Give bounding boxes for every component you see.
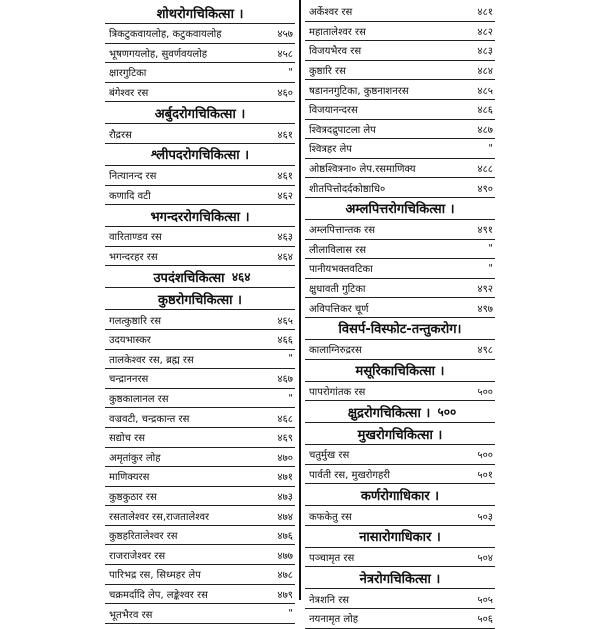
page-number: ४६६ bbox=[277, 335, 293, 347]
section-heading bbox=[305, 198, 495, 220]
page-number: ४९२ bbox=[477, 284, 493, 296]
page-number: " bbox=[288, 66, 293, 78]
entry-label: चक्रमर्दादि लेप, लङ्केश्वर रस bbox=[109, 589, 208, 601]
index-entry bbox=[105, 604, 295, 624]
page-number: ५०० bbox=[477, 386, 493, 398]
index-entry bbox=[105, 63, 295, 83]
page-number: ४९० bbox=[477, 183, 493, 195]
page-number: ४५७ bbox=[277, 29, 293, 41]
entry-label: श्वित्रदद्रुपाटला लेप bbox=[309, 124, 376, 136]
page-number: ४६१ bbox=[277, 129, 293, 141]
section-heading bbox=[305, 526, 495, 548]
index-entry bbox=[105, 467, 295, 487]
page-number: ४६१ bbox=[277, 171, 293, 183]
page-number: ४७८ bbox=[277, 570, 293, 582]
entry-label: विजयानन्दरस bbox=[309, 105, 358, 117]
column-divider bbox=[299, 0, 301, 600]
section-heading bbox=[105, 2, 295, 24]
index-entry bbox=[305, 159, 495, 179]
entry-label: पानीयभक्तवटिका bbox=[309, 264, 373, 276]
index-entry bbox=[105, 487, 295, 507]
page-number: ४८३ bbox=[477, 46, 493, 58]
section-heading bbox=[305, 423, 495, 445]
section-heading-label: उपदंशचिकित्सा bbox=[153, 270, 225, 286]
index-entry bbox=[105, 506, 295, 526]
page-number: ४७० bbox=[277, 452, 293, 464]
section-heading bbox=[305, 567, 495, 589]
page-number: " bbox=[288, 608, 293, 620]
section-heading-label: मुखरोगचिकित्सा । bbox=[357, 427, 443, 443]
section-heading-label: मसूरिकाचिकित्सा । bbox=[355, 364, 445, 379]
entry-label: विजयभैरव रस bbox=[309, 46, 362, 58]
entry-label: शीतपित्तोदर्दकोष्ठाधि० bbox=[309, 183, 386, 195]
section-heading-label: अम्लपित्तरोगचिकित्सा । bbox=[345, 202, 455, 218]
index-entry bbox=[305, 506, 495, 526]
section-heading bbox=[305, 360, 495, 382]
index-entry bbox=[105, 186, 295, 206]
index-entry bbox=[305, 100, 495, 120]
page-number: ५०४ bbox=[477, 553, 493, 565]
page-number: ४८५ bbox=[477, 85, 493, 97]
section-heading-label: विसर्प-विस्फोट-तन्तुकरोग। bbox=[338, 322, 462, 338]
index-entry bbox=[105, 545, 295, 565]
page-number: ४६३ bbox=[277, 232, 293, 244]
page-number: ४६५ bbox=[277, 315, 293, 327]
entry-label: पार्वती रस, मुखरोगहरी bbox=[309, 469, 390, 481]
page-number: " bbox=[288, 392, 293, 404]
page-number: ४८६ bbox=[477, 105, 493, 117]
entry-label: चतुर्मुख रस bbox=[309, 450, 350, 462]
index-entry bbox=[105, 526, 295, 546]
entry-label: पारिभद्र रस, सिध्महर लेप bbox=[109, 570, 201, 582]
index-entry bbox=[305, 139, 495, 159]
page-number: ४५८ bbox=[277, 48, 293, 60]
right-column bbox=[305, 2, 495, 626]
page-number: ५०० bbox=[477, 450, 493, 462]
entry-label: षडाननगुटिका, कुष्ठनाशनरस bbox=[309, 85, 409, 97]
page-number: ४६४ bbox=[231, 270, 251, 285]
page-number: ४९७ bbox=[477, 303, 493, 315]
entry-label: भूतभैरव रस bbox=[109, 609, 153, 621]
page-number: ४९१ bbox=[477, 225, 493, 237]
entry-label: कफकेतु रस bbox=[309, 511, 352, 523]
index-entry bbox=[105, 83, 295, 103]
page-number: ४६० bbox=[277, 88, 293, 100]
page-number: ४८१ bbox=[477, 7, 493, 19]
page-number: ४७७ bbox=[277, 550, 293, 562]
entry-label: कुष्ठहरितालेश्वर रस bbox=[109, 531, 178, 543]
entry-label: नयनामृत लोह bbox=[309, 614, 359, 626]
entry-label: महातालेश्वर रस bbox=[309, 26, 366, 38]
index-entry bbox=[305, 445, 495, 465]
index-entry bbox=[105, 585, 295, 605]
index-entry bbox=[305, 259, 495, 279]
page-number: ४६८ bbox=[277, 413, 293, 425]
index-entry bbox=[305, 609, 495, 629]
index-entry bbox=[105, 124, 295, 144]
section-heading-label: क्षुद्ररोगचिकित्सा । bbox=[347, 405, 431, 421]
page-number: " bbox=[488, 142, 493, 154]
index-entry bbox=[305, 240, 495, 260]
page-number: ४७३ bbox=[277, 491, 293, 503]
index-entry bbox=[105, 408, 295, 428]
page-number: ४६४ bbox=[277, 252, 293, 264]
entry-label: पापरोगांतक रस bbox=[309, 386, 366, 398]
entry-label: अविपत्तिकर चूर्ण bbox=[309, 303, 369, 315]
entry-label: त्रिकटुकवायलोह, कटुकवायलोह bbox=[109, 29, 222, 41]
section-heading-label: कुष्ठरोगचिकित्सा । bbox=[158, 292, 242, 308]
entry-label: क्षारगुटिका bbox=[109, 68, 147, 80]
index-entry bbox=[305, 22, 495, 42]
index-entry bbox=[105, 227, 295, 247]
page-number: ५०० bbox=[437, 405, 457, 420]
entry-label: वारिताण्डव रस bbox=[109, 232, 162, 244]
section-heading-label: भगन्दररोगचिकित्सा । bbox=[150, 209, 250, 225]
index-entry bbox=[305, 220, 495, 240]
page-number: ५०३ bbox=[477, 511, 493, 523]
section-heading bbox=[305, 484, 495, 506]
entry-label: राजराजेश्वर रस bbox=[109, 550, 166, 562]
entry-label: रौद्ररस bbox=[109, 129, 132, 141]
section-heading bbox=[305, 318, 495, 340]
entry-label: नेत्रशनि रस bbox=[309, 594, 350, 606]
index-entry bbox=[105, 428, 295, 448]
entry-label: कालाग्निरुद्ररस bbox=[309, 345, 362, 357]
index-entry bbox=[105, 369, 295, 389]
index-entry bbox=[105, 310, 295, 330]
page-number: ४८२ bbox=[477, 26, 493, 38]
page-number: ४७४ bbox=[277, 511, 293, 523]
entry-label: क्षुधावती गुटिका bbox=[309, 284, 366, 296]
entry-label: श्वित्रहर लेप bbox=[309, 144, 352, 156]
entry-label: अमृतांकुर लोह bbox=[109, 452, 161, 464]
entry-label: बंगेश्वर रस bbox=[109, 88, 149, 100]
page-number: ४८४ bbox=[477, 66, 493, 78]
entry-label: चन्द्राननरस bbox=[109, 374, 149, 386]
section-heading-with-page bbox=[105, 266, 295, 288]
entry-label: अम्लपित्तान्तक रस bbox=[309, 225, 375, 237]
entry-label: उदयभास्कर bbox=[109, 335, 151, 347]
section-heading-label: शोथरोगचिकित्सा । bbox=[156, 6, 244, 22]
section-heading bbox=[105, 144, 295, 166]
entry-label: गलत्कुष्ठारि रस bbox=[109, 315, 161, 327]
entry-label: अर्केश्वर रस bbox=[309, 7, 353, 19]
index-entry bbox=[305, 548, 495, 568]
index-entry bbox=[305, 178, 495, 198]
index-entry bbox=[105, 330, 295, 350]
entry-label: कणादि वटी bbox=[109, 190, 151, 202]
entry-label: लीलाविलास रस bbox=[309, 244, 367, 256]
section-heading bbox=[105, 205, 295, 227]
index-entry bbox=[105, 24, 295, 44]
page-number: ४६७ bbox=[277, 374, 293, 386]
page-number: ४७६ bbox=[277, 531, 293, 543]
entry-label: भगन्दरहर रस bbox=[109, 252, 158, 264]
entry-label: कुष्ठकुठार रस bbox=[109, 491, 157, 503]
entry-label: कुष्ठकालानल रस bbox=[109, 394, 169, 406]
page-number: " bbox=[288, 353, 293, 365]
index-entry bbox=[305, 279, 495, 299]
index-entry bbox=[305, 465, 495, 485]
entry-label: ओष्ठश्वित्रना० लेप.रसमाणिक्य bbox=[309, 164, 416, 176]
entry-label: पञ्चामृत रस bbox=[309, 553, 355, 565]
index-entry bbox=[305, 80, 495, 100]
index-entry bbox=[305, 340, 495, 360]
index-entry bbox=[105, 565, 295, 585]
section-heading-label: अर्बुदरोगचिकित्सा । bbox=[154, 106, 246, 122]
page-number: " bbox=[488, 262, 493, 274]
section-heading-label: नेत्ररोगचिकित्सा । bbox=[359, 571, 441, 587]
page-number: ५०५ bbox=[477, 594, 493, 606]
page-number: ५०६ bbox=[477, 614, 493, 626]
section-heading-label: श्लीपदरोगचिकित्सा । bbox=[150, 148, 250, 164]
page-number: ४६९ bbox=[277, 433, 293, 445]
section-heading-label: नासारोगाधिकार । bbox=[359, 530, 441, 546]
index-entry bbox=[105, 44, 295, 64]
entry-label: माणिक्यरस bbox=[109, 472, 150, 484]
entry-label: नित्यानन्द रस bbox=[109, 171, 157, 183]
entry-label: रसतालेश्वर रस,राजतालेश्वर bbox=[109, 511, 210, 523]
index-entry bbox=[305, 2, 495, 22]
entry-label: सद्योच रस bbox=[109, 433, 146, 445]
index-entry bbox=[105, 389, 295, 409]
index-entry bbox=[105, 247, 295, 267]
index-entry bbox=[105, 350, 295, 370]
index-entry bbox=[305, 298, 495, 318]
index-entry bbox=[305, 120, 495, 140]
section-heading bbox=[105, 102, 295, 124]
page-number: ४७१ bbox=[277, 472, 293, 484]
index-entry bbox=[305, 382, 495, 402]
index-entry bbox=[305, 61, 495, 81]
entry-label: भूषणगयलोह, सुवर्णवयलोह bbox=[109, 48, 208, 60]
page-number: ४८७ bbox=[477, 124, 493, 136]
entry-label: कुष्ठारि रस bbox=[309, 66, 346, 78]
section-heading-label: कर्णरोगाधिकार । bbox=[360, 488, 440, 504]
index-entry bbox=[105, 166, 295, 186]
entry-label: तालकेश्वर रस, ब्रह्म रस bbox=[109, 354, 194, 366]
page-number: " bbox=[488, 243, 493, 255]
index-entry bbox=[305, 41, 495, 61]
page-number: ४७९ bbox=[277, 589, 293, 601]
page-number: ४९८ bbox=[477, 345, 493, 357]
section-heading-with-page bbox=[305, 401, 495, 423]
page-number: ५०१ bbox=[477, 469, 493, 481]
index-entry bbox=[105, 448, 295, 468]
entry-label: वज्रवटी, चन्द्रकान्त रस bbox=[109, 413, 190, 425]
section-heading bbox=[105, 288, 295, 310]
page-number: ४८८ bbox=[477, 164, 493, 176]
page-number: ४६२ bbox=[277, 190, 293, 202]
index-entry bbox=[305, 589, 495, 609]
left-column bbox=[105, 2, 295, 621]
